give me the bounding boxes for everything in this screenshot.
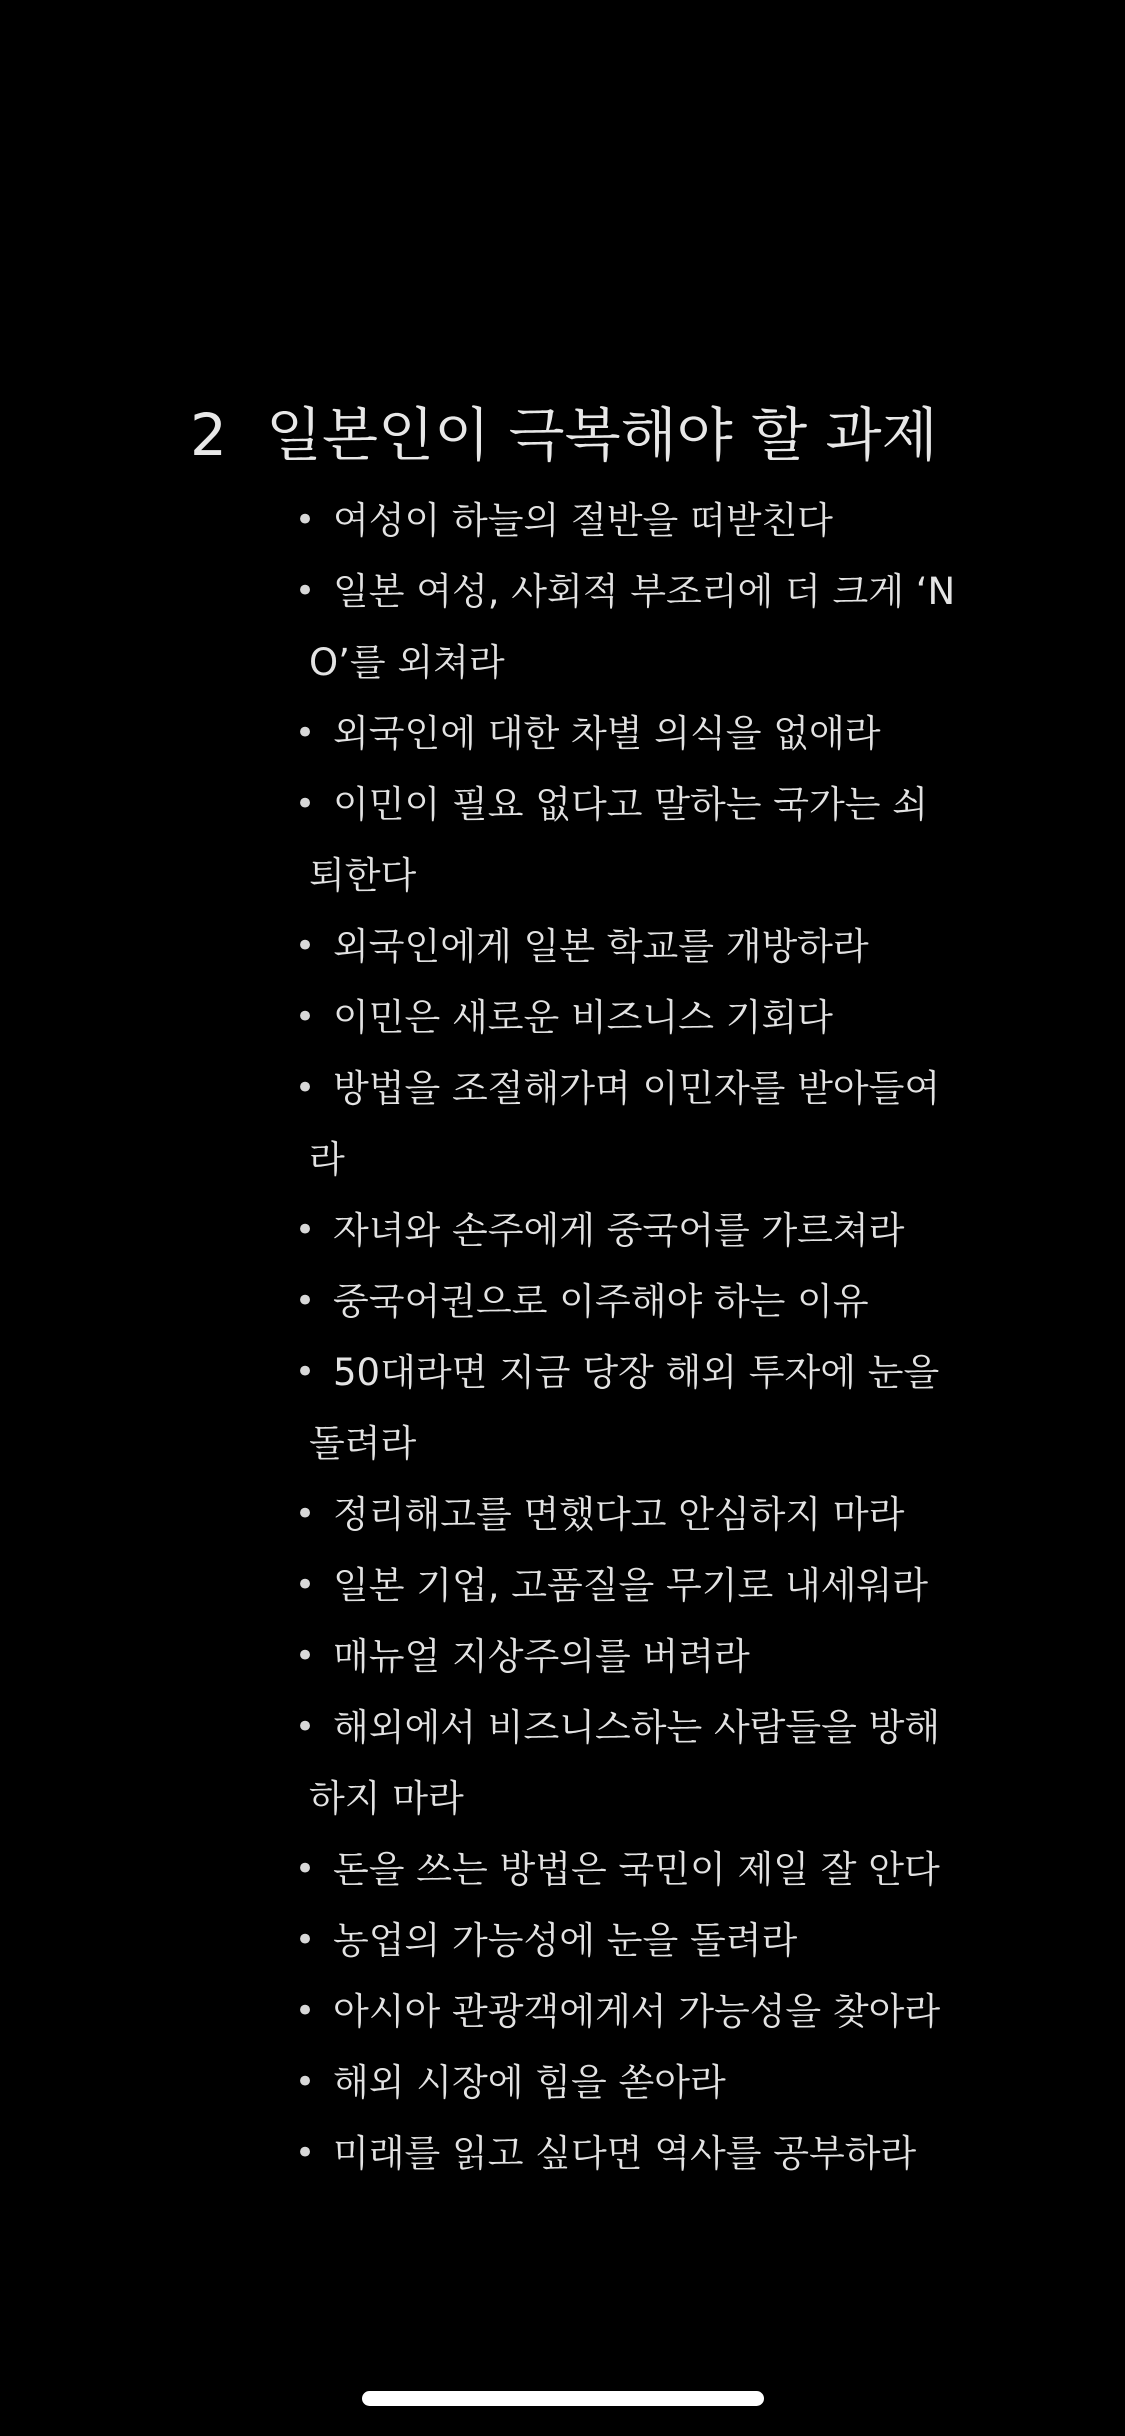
toc-item-text: 외국인에게 일본 학교를 개방하라 bbox=[333, 925, 869, 968]
toc-item[interactable] bbox=[295, 769, 965, 911]
toc-item[interactable] bbox=[295, 2047, 965, 2118]
toc-item[interactable] bbox=[295, 1337, 965, 1479]
bullet-icon: • bbox=[295, 784, 316, 824]
toc-item[interactable] bbox=[295, 1053, 965, 1195]
toc-item-text: 돈을 쓰는 방법은 국민이 제일 잘 안다 bbox=[333, 1848, 940, 1891]
toc-item[interactable] bbox=[295, 1976, 965, 2047]
table-of-contents-list bbox=[295, 485, 965, 2189]
toc-item-text: 매뉴얼 지상주의를 버려라 bbox=[333, 1635, 750, 1678]
bullet-icon: • bbox=[295, 1494, 316, 1534]
toc-item[interactable] bbox=[295, 1905, 965, 1976]
toc-item-text: 이민은 새로운 비즈니스 기회다 bbox=[333, 996, 833, 1039]
bullet-icon: • bbox=[295, 1636, 316, 1676]
toc-item[interactable] bbox=[295, 1266, 965, 1337]
chapter-heading[interactable] bbox=[190, 395, 938, 475]
toc-item-text: 이민이 필요 없다고 말하는 국가는 쇠 bbox=[333, 783, 928, 826]
toc-item[interactable] bbox=[295, 1479, 965, 1550]
toc-item-text: 50대라면 지금 당장 해외 투자에 눈을 bbox=[333, 1351, 940, 1394]
toc-item-text: 미래를 읽고 싶다면 역사를 공부하라 bbox=[333, 2132, 917, 2175]
toc-item[interactable] bbox=[295, 556, 965, 698]
toc-item-text: 자녀와 손주에게 중국어를 가르쳐라 bbox=[333, 1209, 905, 1252]
toc-item-text: 아시아 관광객에게서 가능성을 찾아라 bbox=[333, 1990, 941, 2033]
toc-item[interactable] bbox=[295, 485, 965, 556]
bullet-icon: • bbox=[295, 571, 316, 611]
bullet-icon: • bbox=[295, 1352, 316, 1392]
toc-item[interactable] bbox=[295, 2118, 965, 2189]
toc-item-text: 일본 여성, 사회적 부조리에 더 크게 ‘N bbox=[333, 570, 956, 613]
toc-item[interactable] bbox=[295, 1692, 965, 1834]
bullet-icon: • bbox=[295, 1920, 316, 1960]
toc-item[interactable] bbox=[295, 1195, 965, 1266]
toc-item-text: 정리해고를 면했다고 안심하지 마라 bbox=[333, 1493, 905, 1536]
toc-item-text-continued: O’를 외쳐라 bbox=[309, 641, 505, 684]
toc-item-text: 일본 기업, 고품질을 무기로 내세워라 bbox=[333, 1564, 928, 1607]
bullet-icon: • bbox=[295, 1849, 316, 1889]
bullet-icon: • bbox=[295, 1565, 316, 1605]
bullet-icon: • bbox=[295, 1068, 316, 1108]
toc-item-text-continued: 하지 마라 bbox=[309, 1777, 464, 1820]
toc-item[interactable] bbox=[295, 1621, 965, 1692]
toc-item-text: 여성이 하늘의 절반을 떠받친다 bbox=[333, 499, 833, 542]
chapter-number: 2 bbox=[190, 401, 227, 469]
toc-item-text: 외국인에 대한 차별 의식을 없애라 bbox=[333, 712, 881, 755]
bullet-icon: • bbox=[295, 1210, 316, 1250]
bullet-icon: • bbox=[295, 997, 316, 1037]
toc-item[interactable] bbox=[295, 698, 965, 769]
toc-item-text-continued: 라 bbox=[309, 1138, 345, 1181]
home-indicator-bar[interactable] bbox=[362, 2391, 764, 2406]
toc-item-text-continued: 돌려라 bbox=[309, 1422, 417, 1465]
bullet-icon: • bbox=[295, 926, 316, 966]
bullet-icon: • bbox=[295, 500, 316, 540]
bullet-icon: • bbox=[295, 2133, 316, 2173]
bullet-icon: • bbox=[295, 1991, 316, 2031]
toc-item[interactable] bbox=[295, 1834, 965, 1905]
toc-item[interactable] bbox=[295, 1550, 965, 1621]
chapter-title: 일본인이 극복해야 할 과제 bbox=[266, 401, 938, 469]
toc-item[interactable] bbox=[295, 982, 965, 1053]
bullet-icon: • bbox=[295, 2062, 316, 2102]
toc-item-text: 해외 시장에 힘을 쏟아라 bbox=[333, 2061, 726, 2104]
toc-item-text: 해외에서 비즈니스하는 사람들을 방해 bbox=[333, 1706, 941, 1749]
toc-item-text: 중국어권으로 이주해야 하는 이유 bbox=[333, 1280, 869, 1323]
toc-item[interactable] bbox=[295, 911, 965, 982]
toc-item-text: 농업의 가능성에 눈을 돌려라 bbox=[333, 1919, 798, 1962]
bullet-icon: • bbox=[295, 713, 316, 753]
bullet-icon: • bbox=[295, 1281, 316, 1321]
bullet-icon: • bbox=[295, 1707, 316, 1747]
toc-item-text: 방법을 조절해가며 이민자를 받아들여 bbox=[333, 1067, 941, 1110]
toc-item-text-continued: 퇴한다 bbox=[309, 854, 417, 897]
